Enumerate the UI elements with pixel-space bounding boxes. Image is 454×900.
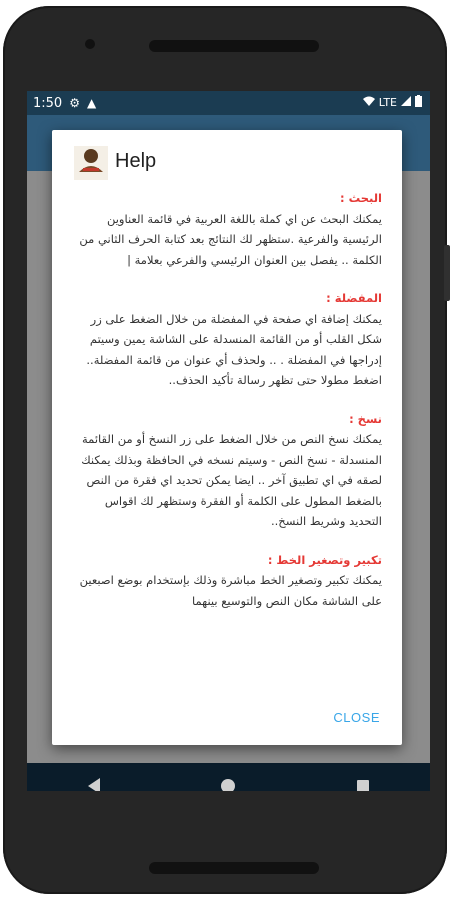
battery-icon: [415, 95, 422, 110]
section-copy: [70, 409, 382, 532]
dialog-body[interactable]: [70, 188, 382, 688]
settings-icon: ⚙: [69, 96, 80, 110]
front-camera: [85, 39, 95, 49]
network-type: LTE: [378, 96, 397, 109]
warning-icon: ▲: [86, 96, 97, 110]
bottom-speaker: [149, 862, 319, 874]
navigation-bar: [27, 763, 430, 791]
section-favorites: [70, 288, 382, 391]
section-title: المفضلة :: [326, 291, 382, 305]
section-search: [70, 188, 382, 270]
section-text: يمكنك إضافة اي صفحة في المفضلة من خلال الضغط على زر شكل القلب أو من القائمة المنسدلة على الشاشة يمين وسيتم إدراجها في المفضلة . .. ولحذف أي عنوان من قائمة المفضلة.. اضغط مطولا حتى تظهر رسالة تأكيد الحذف..: [86, 311, 382, 387]
status-time: 1:50: [33, 95, 63, 111]
wifi-icon: [363, 96, 375, 109]
section-text: يمكنك البحث عن اي كملة باللغة العربية في قائمة العناوين الرئيسية والفرعية .ستظهر لك النتائج بعد كتابة الحرف الثاني من الكلمة .. يفصل بين العنوان الرئيسي والفرعي بعلامة |: [79, 211, 382, 267]
section-title: تكبير وتصغير الخط :: [267, 552, 382, 567]
section-title: البحث :: [339, 191, 382, 205]
dialog-title: Help: [115, 150, 157, 172]
section-font-size: [70, 550, 382, 612]
status-bar: [27, 91, 430, 115]
side-button: [444, 245, 450, 301]
section-text: يمكنك نسخ النص من خلال الضغط على زر النسخ أو من القائمة المنسدلة - نسخ النص - وسيتم نسخه في الحافظة وبذلك يمكنك لصقه في اي تطبيق آخر .. ايضا يمكن تحديد اي فقرة من النص بالضغط المطول على الكلمة أو الفقرة وستظهر لك اقواس التحديد وشريط النسخ..: [81, 432, 382, 528]
home-icon[interactable]: [221, 779, 235, 791]
status-right: [363, 95, 422, 110]
section-title: نسخ :: [349, 411, 382, 426]
back-icon[interactable]: [88, 778, 100, 791]
recent-apps-icon[interactable]: [357, 780, 369, 791]
help-dialog: [52, 130, 402, 745]
app-logo-icon: [74, 146, 108, 180]
dialog-header: [52, 130, 402, 186]
close-button[interactable]: CLOSE: [333, 710, 380, 725]
section-text: يمكنك تكبير وتصغير الخط مباشرة وذلك بإستخدام بوضع اصبعين على الشاشة مكان النص والتوسيع بينهما: [79, 573, 382, 608]
signal-icon: [401, 96, 411, 109]
top-speaker: [149, 40, 319, 52]
